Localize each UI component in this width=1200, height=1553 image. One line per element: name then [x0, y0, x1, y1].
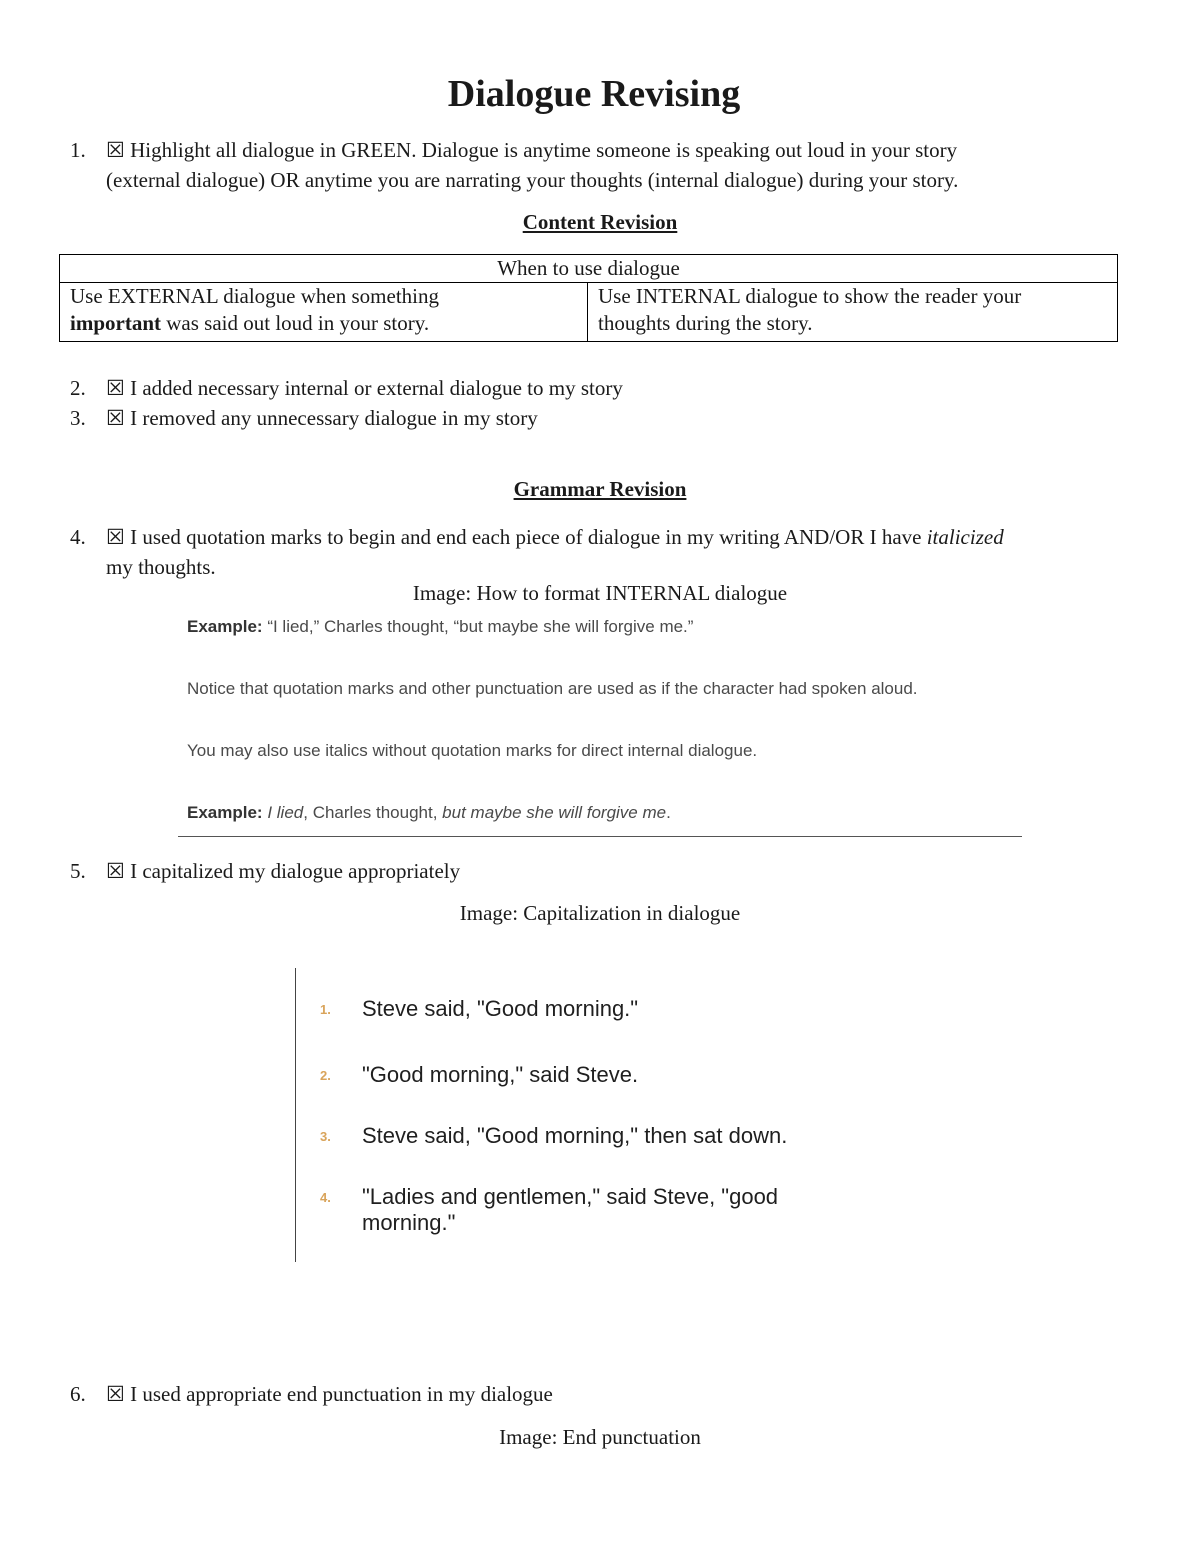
- example-italic: I lied: [267, 803, 304, 822]
- cap-example-text: Steve said, "Good morning," then sat down.: [362, 1123, 788, 1149]
- item-number: 6.: [70, 1382, 86, 1406]
- cap-example-4-continued: morning.": [362, 1210, 456, 1235]
- image-caption-capitalization: Image: Capitalization in dialogue: [459, 901, 741, 925]
- checkbox-icon[interactable]: ☒: [106, 859, 125, 883]
- checklist-item-6: [70, 1379, 1130, 1409]
- cell-text: was said out loud in your story.: [161, 311, 430, 335]
- item-text-italic: italicized: [926, 525, 1004, 549]
- item-text-continued: (external dialogue) OR anytime you are narrating your thoughts (internal dialogue) during your story.: [106, 168, 959, 192]
- image-caption-end-punctuation: Image: End punctuation: [499, 1425, 701, 1449]
- item-number: 1.: [70, 138, 86, 162]
- cap-example-number: 2.: [320, 1067, 331, 1083]
- checkbox-icon[interactable]: ☒: [106, 525, 125, 549]
- item-text-continued: my thoughts.: [106, 555, 216, 579]
- item-number: 2.: [70, 376, 86, 400]
- checklist-item-5: [70, 856, 1130, 886]
- cap-example-1: [320, 995, 638, 1022]
- cap-example-number: 4.: [320, 1189, 331, 1205]
- internal-example-note-2: You may also use italics without quotation marks for direct internal dialogue.: [187, 741, 758, 760]
- internal-dialogue-cell: [588, 283, 1118, 342]
- cap-example-number: 3.: [320, 1128, 331, 1144]
- item-text: I added necessary internal or external dialogue to my story: [130, 376, 623, 400]
- example-text: .: [666, 803, 671, 822]
- checklist-item-4: [70, 522, 1130, 582]
- dialogue-usage-table: [59, 254, 1118, 342]
- table-header: When to use dialogue: [60, 255, 1118, 283]
- cap-example-3: [320, 1122, 787, 1149]
- divider: [178, 836, 1022, 837]
- item-number: 4.: [70, 525, 86, 549]
- cap-example-text: Steve said, "Good morning.": [362, 996, 639, 1022]
- checkbox-icon[interactable]: ☒: [106, 138, 125, 162]
- item-text: I used quotation marks to begin and end each piece of dialogue in my writing AND/OR I have: [130, 525, 927, 549]
- external-dialogue-cell: [60, 283, 588, 342]
- image-caption-internal: Image: How to format INTERNAL dialogue: [412, 581, 788, 605]
- item-text: Highlight all dialogue in GREEN. Dialogue is anytime someone is speaking out loud in your story: [130, 138, 958, 162]
- grammar-revision-heading: Grammar Revision: [513, 477, 687, 501]
- checklist-item-2: [70, 373, 1130, 403]
- checkbox-icon[interactable]: ☒: [106, 1382, 125, 1406]
- image-left-rule: [295, 968, 296, 1262]
- cap-example-text: "Ladies and gentlemen," said Steve, "good: [362, 1184, 779, 1210]
- cell-text: Use EXTERNAL dialogue when something: [70, 284, 439, 308]
- cap-example-2: [320, 1061, 638, 1088]
- internal-example-line-2: [187, 803, 671, 823]
- content-revision-heading: Content Revision: [522, 210, 678, 234]
- cap-example-number: 1.: [320, 1001, 331, 1017]
- item-text: I capitalized my dialogue appropriately: [130, 859, 461, 883]
- item-text: I removed any unnecessary dialogue in my story: [130, 406, 538, 430]
- item-number: 3.: [70, 406, 86, 430]
- cell-text-bold: important: [70, 311, 161, 335]
- checklist-item-3: [70, 403, 1130, 433]
- item-number: 5.: [70, 859, 86, 883]
- cell-text: Use INTERNAL dialogue to show the reader your: [598, 284, 1022, 308]
- checkbox-icon[interactable]: ☒: [106, 406, 125, 430]
- example-label: Example:: [187, 803, 263, 822]
- example-italic: but maybe she will forgive me: [442, 803, 667, 822]
- cap-example-text: "Good morning," said Steve.: [362, 1062, 639, 1088]
- checkbox-icon[interactable]: ☒: [106, 376, 125, 400]
- cell-text: thoughts during the story.: [598, 311, 813, 335]
- example-text: “I lied,” Charles thought, “but maybe she will forgive me.”: [262, 617, 694, 636]
- internal-example-note-1: Notice that quotation marks and other punctuation are used as if the character had spoken aloud.: [187, 679, 918, 698]
- example-text: , Charles thought,: [303, 803, 443, 822]
- internal-example-line-1: [187, 617, 693, 637]
- cap-example-4: [320, 1183, 778, 1210]
- page-title: Dialogue Revising: [447, 73, 741, 115]
- checklist-item-1: [70, 135, 1130, 195]
- item-text: I used appropriate end punctuation in my dialogue: [130, 1382, 553, 1406]
- example-label: Example:: [187, 617, 263, 636]
